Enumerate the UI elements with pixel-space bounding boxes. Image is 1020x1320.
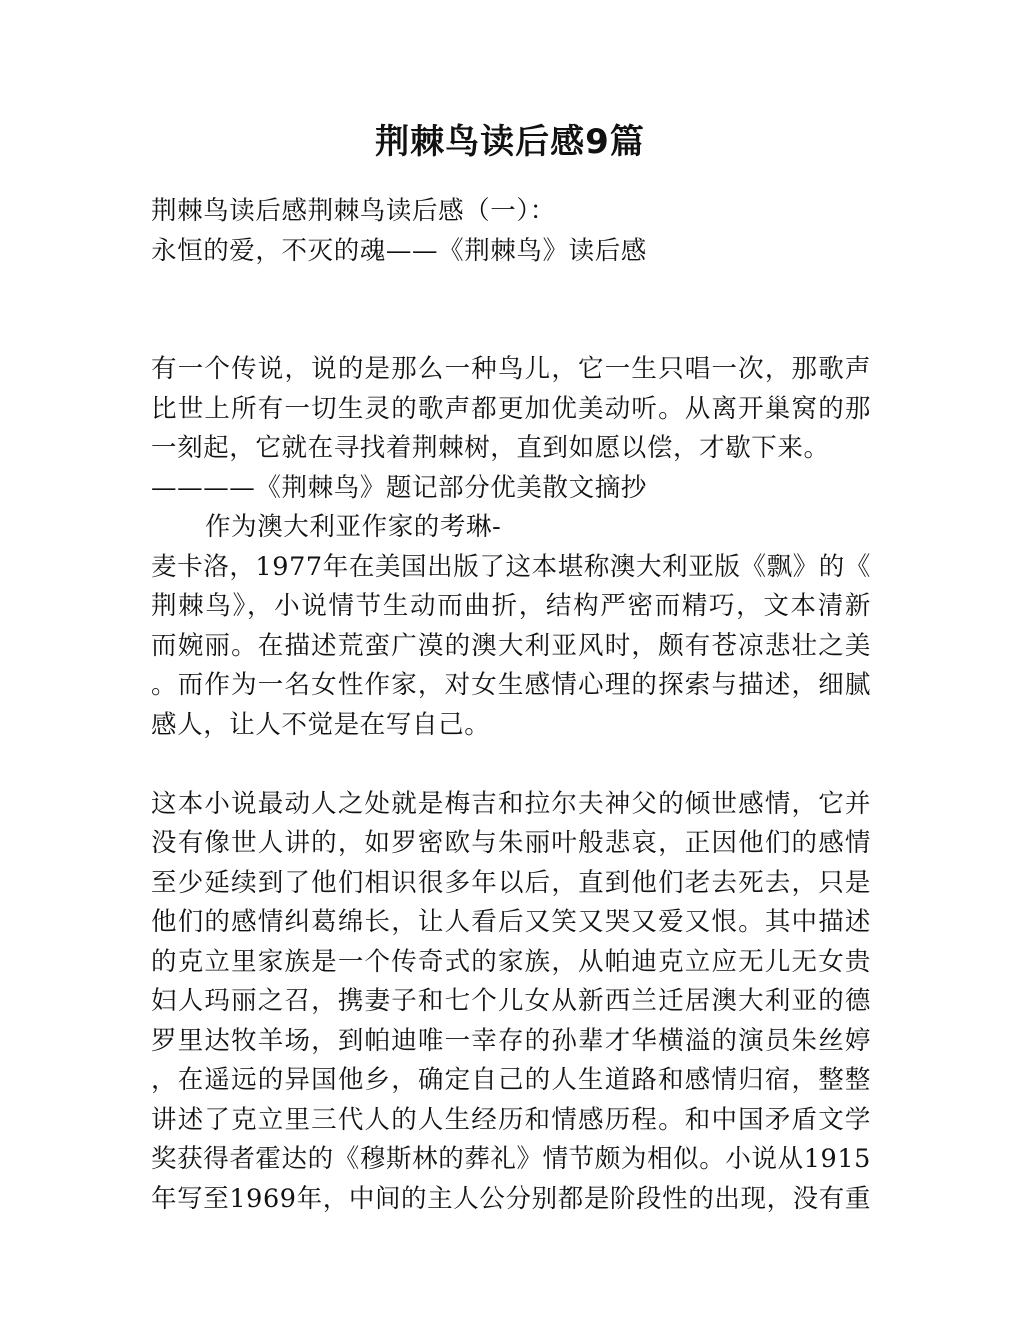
document-title: 荆棘鸟读后感9篇 (375, 122, 645, 162)
text-line: 年写至1969年，中间的主人公分别都是阶段性的出现，没有重 (151, 1183, 871, 1214)
text-line: 这本小说最动人之处就是梅吉和拉尔夫神父的倾世感情，它并 (151, 788, 871, 819)
blank-line (151, 271, 871, 311)
text-line: 有一个传说，说的是那么一种鸟儿，它一生只唱一次，那歌声 (151, 354, 871, 384)
text-line: 。而作为一名女性作家，对女生感情心理的探索与描述，细腻 (151, 670, 871, 700)
text-line: 他们的感情纠葛绵长，让人看后又笑又哭又爱又恨。其中描述 (151, 907, 871, 937)
text-line: 妇人玛丽之召，携妻子和七个儿女从新西兰迁居澳大利亚的德 (151, 986, 871, 1016)
text-line: 比世上所有一切生灵的歌声都更加优美动听。从离开巢窝的那 (151, 393, 871, 424)
text-line: 荆棘鸟读后感荆棘鸟读后感（一）： (151, 196, 556, 226)
blank-line (151, 311, 871, 351)
text-line: 感人，让人不觉是在写自己。 (151, 709, 491, 740)
text-line: 至少延续到了他们相识很多年以后，直到他们老去死去，只是 (151, 867, 871, 898)
text-line: 永恒的爱，不灭的魂——《荆棘鸟》读后感 (151, 235, 647, 266)
text-line: 而婉丽。在描述荒蛮广漠的澳大利亚风时，颇有苍凉悲壮之美 (151, 630, 871, 661)
blank-line (151, 745, 871, 785)
text-line: 的克立里家族是一个传奇式的家族，从帕迪克立应无儿无女贵 (151, 946, 871, 977)
text-line: ，在遥远的异国他乡，确定自己的人生道路和感情归宿，整整 (151, 1065, 871, 1095)
text-line: 没有像世人讲的，如罗密欧与朱丽叶般悲哀，正因他们的感情 (151, 828, 871, 858)
text-line: 荆棘鸟》，小说情节生动而曲折，结构严密而精巧，文本清新 (151, 591, 871, 621)
text-line: ————《荆棘鸟》题记部分优美散文摘抄 (151, 472, 647, 503)
text-line: 一刻起，它就在寻找着荆棘树，直到如愿以偿，才歇下来。 (151, 433, 830, 463)
text-line: 罗里达牧羊场，到帕迪唯一幸存的孙辈才华横溢的演员朱丝婷 (151, 1025, 871, 1056)
text-line: 奖获得者霍达的《穆斯林的葬礼》情节颇为相似。小说从1915 (151, 1144, 871, 1174)
text-line: 作为澳大利亚作家的考琳- (205, 512, 502, 542)
text-line: 讲述了克立里三代人的人生经历和情感历程。和中国矛盾文学 (151, 1104, 871, 1135)
document-body (151, 192, 871, 1219)
text-line: 麦卡洛，1977年在美国出版了这本堪称澳大利亚版《飘》的《 (151, 551, 871, 582)
